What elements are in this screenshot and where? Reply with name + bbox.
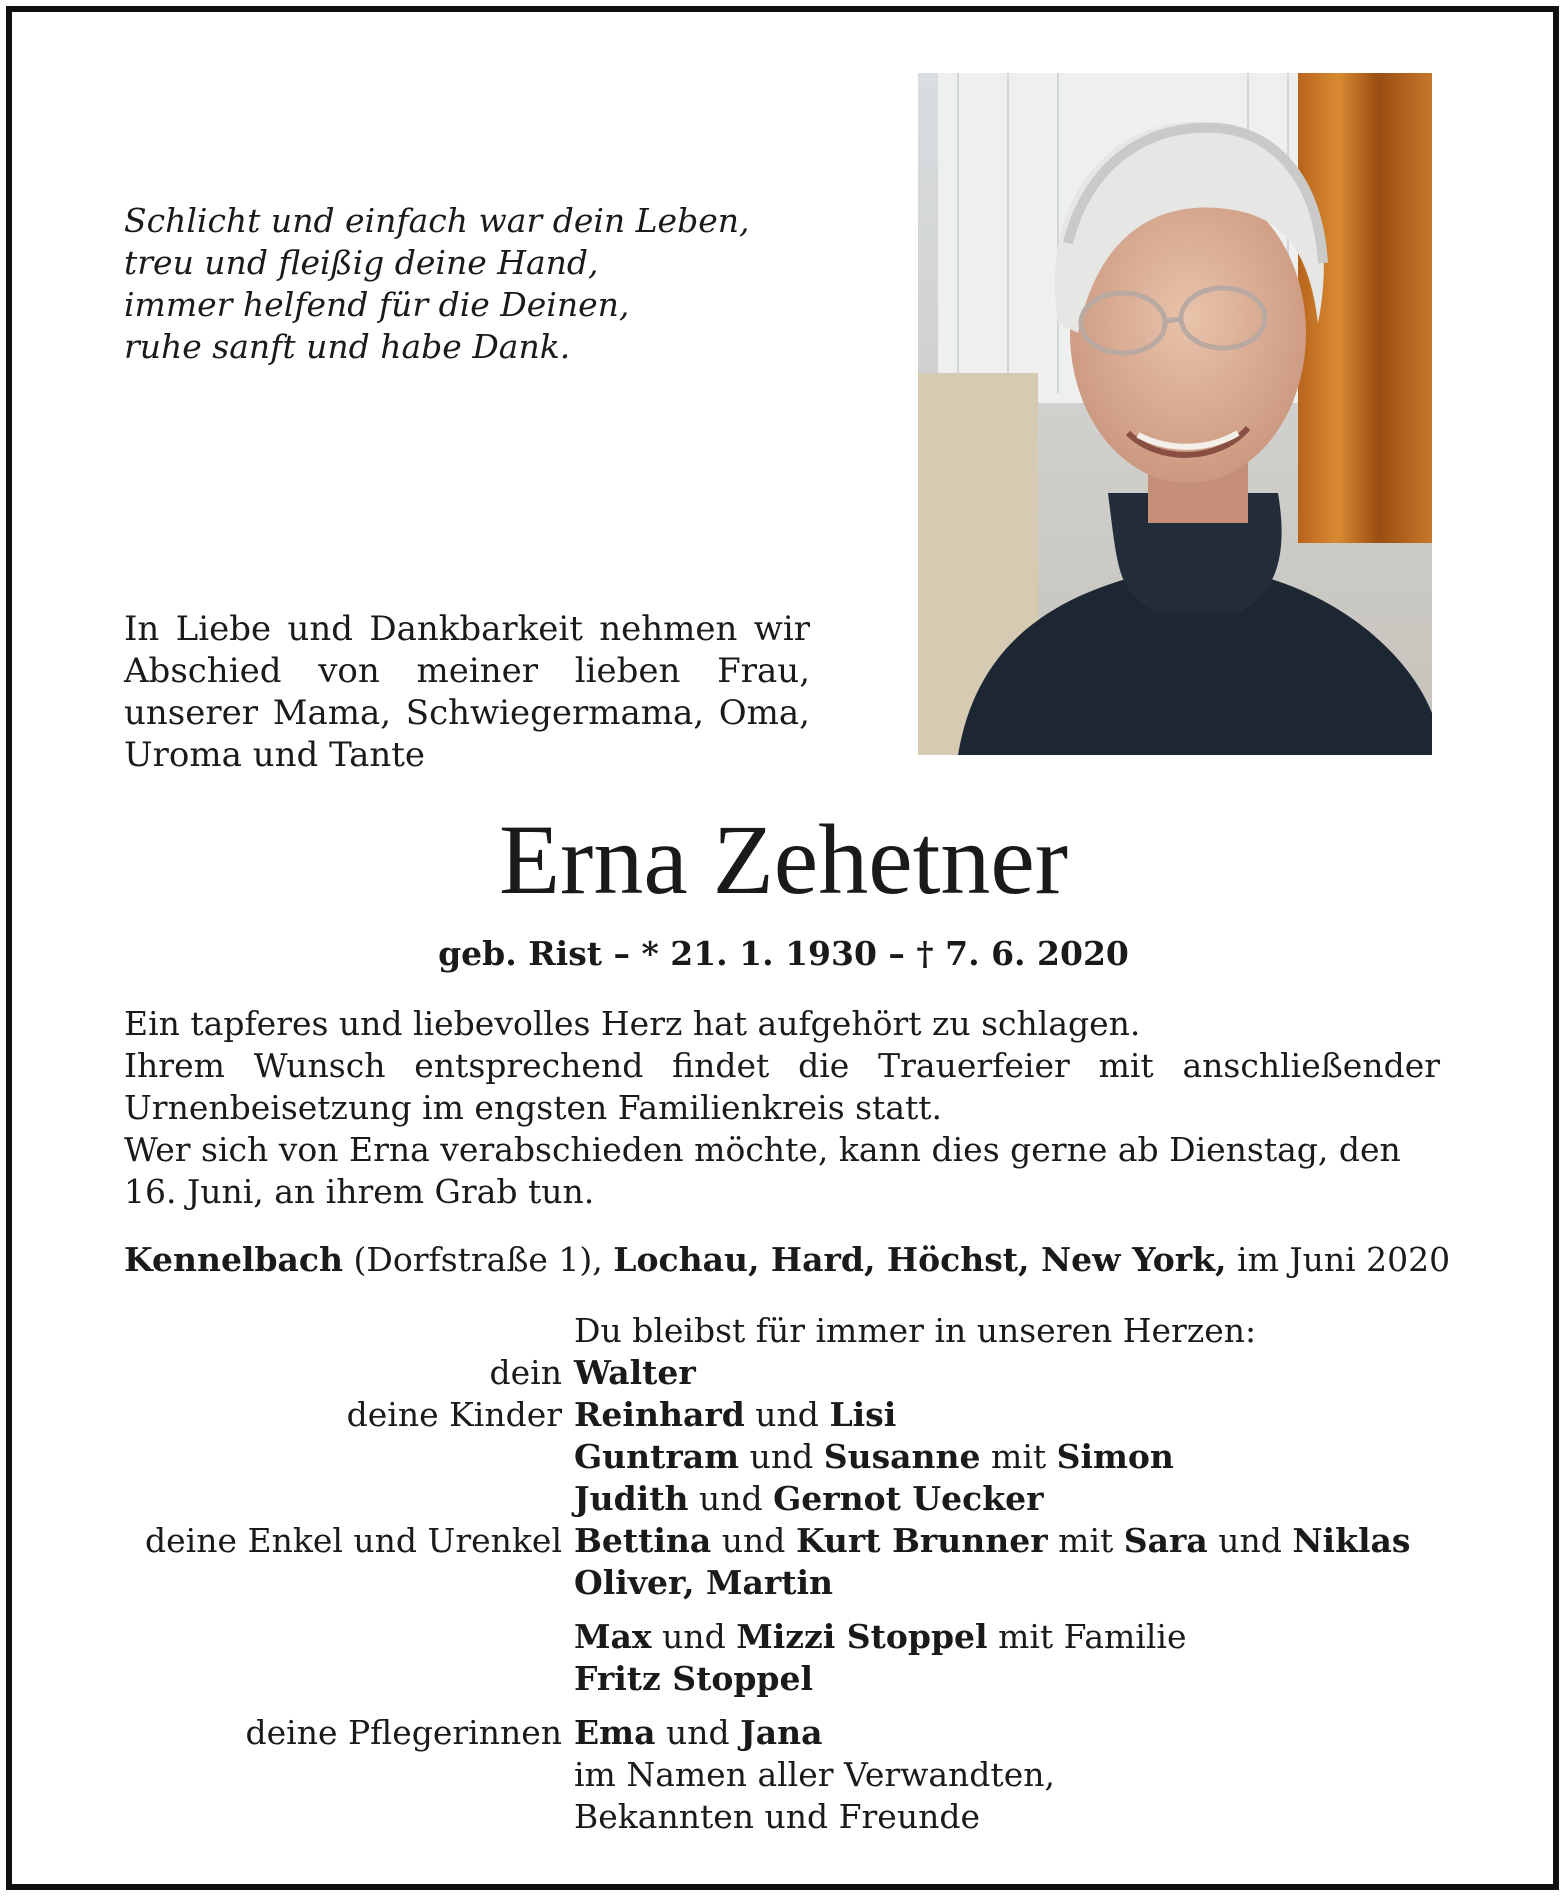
conjunction: und <box>721 1521 786 1560</box>
intro-text: In Liebe und Dankbarkeit nehmen wir Abschied von meiner lieben Frau, unserer Mama, Schwiegermama, Oma, Uroma und Tante <box>124 609 810 775</box>
portrait-photo <box>918 73 1432 755</box>
message-line: Ein tapferes und liebevolles Herz hat aufgehört zu schlagen. <box>124 1004 1141 1043</box>
relation-label: deine Enkel und Urenkel <box>145 1521 562 1560</box>
place-date: im Juni 2020 <box>1237 1240 1451 1279</box>
mourner-note: mit Familie <box>998 1617 1187 1656</box>
conjunction: und <box>698 1479 763 1518</box>
mourner-name: Lisi <box>829 1395 897 1434</box>
mourner-name: Sara <box>1123 1521 1208 1560</box>
mourner-name: Gernot Uecker <box>773 1479 1044 1518</box>
place-address: (Dorfstraße 1), <box>353 1240 603 1279</box>
poem <box>124 200 764 368</box>
mourner-name: Bettina <box>574 1521 712 1560</box>
poem-line: Schlicht und einfach war dein Leben, <box>124 201 750 240</box>
mourner-row <box>124 1436 1504 1478</box>
poem-line: ruhe sanft und habe Dank. <box>124 327 571 366</box>
closing-text: Bekannten und Freunde <box>574 1797 980 1836</box>
mourner-row <box>124 1478 1504 1520</box>
mourner-row <box>124 1352 1504 1394</box>
closing-text: im Namen aller Verwandten, <box>574 1755 1055 1794</box>
mourner-row <box>124 1616 1504 1658</box>
message-line: Urnenbeisetzung im engsten Familienkreis statt. <box>124 1088 943 1127</box>
place-town: Kennelbach <box>124 1240 344 1279</box>
mourner-name: Kurt Brunner <box>795 1521 1048 1560</box>
mourner-name: Guntram <box>574 1437 740 1476</box>
relation-label: dein <box>489 1353 562 1392</box>
place-others: Lochau, Hard, Höchst, New York, <box>613 1240 1227 1279</box>
mourner-name: Niklas <box>1292 1521 1411 1560</box>
mourners-heading: Du bleibst für immer in unseren Herzen: <box>574 1311 1257 1350</box>
mourner-name: Simon <box>1056 1437 1174 1476</box>
conjunction: und <box>755 1395 819 1434</box>
conjunction: und <box>1218 1521 1282 1560</box>
mourner-name: Walter <box>574 1353 696 1392</box>
message-line: Wer sich von Erna verabschieden möchte, kann dies gerne ab Dienstag, den <box>124 1130 1401 1169</box>
mourners-heading-row <box>124 1310 1504 1352</box>
mourner-row <box>124 1562 1504 1604</box>
conjunction: mit <box>991 1437 1047 1476</box>
mourners-list <box>124 1310 1504 1838</box>
mourner-name: Fritz Stoppel <box>574 1659 814 1698</box>
conjunction: und <box>662 1617 726 1656</box>
mourner-row <box>124 1658 1504 1700</box>
mourner-name: Judith <box>574 1479 689 1518</box>
mourner-name: Jana <box>740 1713 823 1752</box>
conjunction: und <box>665 1713 730 1752</box>
life-dates: geb. Rist – * 21. 1. 1930 – † 7. 6. 2020 <box>438 934 1129 973</box>
mourner-row <box>124 1712 1504 1754</box>
mourner-name: Ema <box>574 1713 656 1752</box>
relation-label: deine Pflegerinnen <box>245 1713 562 1752</box>
closing-row <box>124 1754 1504 1796</box>
mourner-row <box>124 1520 1504 1562</box>
mourner-name: Mizzi Stoppel <box>736 1617 988 1656</box>
conjunction: mit <box>1058 1521 1114 1560</box>
conjunction: und <box>749 1437 814 1476</box>
message-line: 16. Juni, an ihrem Grab tun. <box>124 1172 595 1211</box>
mourner-name: Reinhard <box>574 1395 745 1434</box>
places-line <box>124 1238 1484 1282</box>
deceased-name: Erna Zehetner <box>498 804 1069 915</box>
message-line: Ihrem Wunsch entsprechend findet die Trauerfeier mit anschließender <box>124 1046 1440 1085</box>
poem-line: immer helfend für die Deinen, <box>124 285 630 324</box>
closing-row <box>124 1796 1504 1838</box>
mourner-name: Susanne <box>823 1437 981 1476</box>
mourner-row <box>124 1394 1504 1436</box>
poem-line: treu und fleißig deine Hand, <box>124 243 599 282</box>
relation-label: deine Kinder <box>346 1395 562 1434</box>
mourner-name: Oliver, Martin <box>574 1563 834 1602</box>
mourner-name: Max <box>574 1617 652 1656</box>
message <box>124 1003 1440 1213</box>
